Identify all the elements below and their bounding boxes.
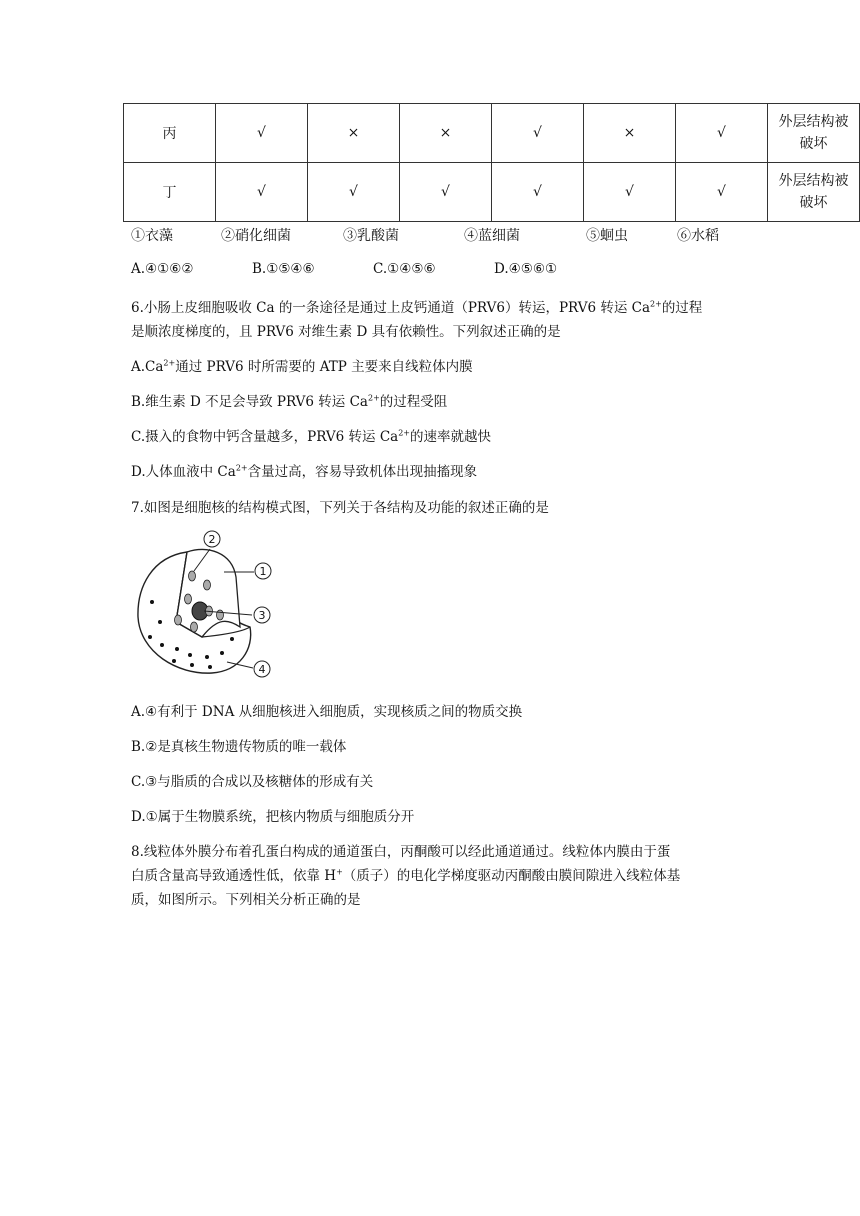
superscript: 2+: [650, 299, 662, 309]
option-text: 含量过高，容易导致机体出现抽搐现象: [247, 464, 478, 480]
table-note-cell: [768, 104, 860, 163]
table-note-cell: [768, 163, 860, 222]
row-label: 丁: [124, 163, 216, 222]
q7-stem: 7.如图是细胞核的结构模式图，下列关于各结构及功能的叙述正确的是: [131, 500, 549, 516]
option-a: A.④①⑥②: [131, 261, 194, 277]
nucleus-diagram: [132, 527, 282, 682]
table-cell: √: [676, 104, 768, 163]
q7-option-b: B.②是真核生物遗传物质的唯一载体: [131, 739, 347, 755]
table-cell: ×: [308, 104, 400, 163]
q6-stem-line1: [131, 296, 702, 316]
organism-item: ④蓝细菌: [464, 228, 520, 244]
superscript: 2+: [163, 358, 176, 368]
table-cell: √: [492, 163, 584, 222]
table-cell: √: [216, 163, 308, 222]
q6-option-a: [131, 355, 473, 375]
q6-stem-tail: 的过程: [661, 300, 703, 316]
note-line: 破坏: [799, 136, 828, 152]
q6-stem-line2: 是顺浓度梯度的，且 PRV6 对维生素 D 具有依赖性。下列叙述正确的是: [131, 324, 561, 340]
q7-option-c: C.③与脂质的合成以及核糖体的形成有关: [131, 774, 374, 790]
superscript: 2+: [398, 428, 411, 438]
option-c: C.①④⑤⑥: [373, 261, 436, 277]
table-cell: √: [492, 104, 584, 163]
q6-stem-text: 6.小肠上皮细胞吸收 Ca 的一条途径是通过上皮钙通道（PRV6）转运，PRV6 转运 Ca: [131, 300, 651, 316]
q7-option-a: A.④有利于 DNA 从细胞核进入细胞质，实现核质之间的物质交换: [131, 704, 523, 720]
q8-stem-line2: [131, 864, 680, 884]
option-text: B.维生素 D 不足会导致 PRV6 转运 Ca: [131, 394, 368, 410]
table-cell: ×: [400, 104, 492, 163]
organism-item: ③乳酸菌: [343, 228, 399, 244]
table-cell: ×: [584, 104, 676, 163]
table-cell: √: [400, 163, 492, 222]
q8-stem-line1: 8.线粒体外膜分布着孔蛋白构成的通道蛋白，丙酮酸可以经此通道通过。线粒体内膜由于蛋: [131, 844, 671, 860]
note-line: 外层结构被: [778, 114, 849, 130]
experiment-table: [123, 103, 860, 222]
label-2: 2: [208, 533, 216, 546]
organism-item: ①衣藻: [131, 228, 173, 244]
table-row: [124, 163, 860, 222]
organism-item: ②硝化细菌: [221, 228, 291, 244]
option-text: 的过程受阻: [379, 394, 448, 410]
organism-item: ⑥水稻: [677, 228, 719, 244]
q8-stem-line3: 质，如图所示。下列相关分析正确的是: [131, 892, 361, 908]
stem-text: 白质含量高导致通透性低，依靠 H: [131, 868, 337, 884]
superscript: 2+: [235, 463, 248, 473]
q7-option-d: D.①属于生物膜系统，把核内物质与细胞质分开: [131, 809, 415, 825]
stem-text: （质子）的电化学梯度驱动丙酮酸由膜间隙进入线粒体基: [342, 868, 681, 884]
note-line: 破坏: [799, 195, 828, 211]
row-label: 丙: [124, 104, 216, 163]
table-cell: √: [308, 163, 400, 222]
superscript: +: [336, 867, 343, 877]
table-cell: √: [584, 163, 676, 222]
label-1: 1: [259, 565, 267, 578]
table-cell: √: [676, 163, 768, 222]
table-cell: √: [216, 104, 308, 163]
option-text: 的速率就越快: [410, 429, 492, 445]
option-text: C.摄入的食物中钙含量越多，PRV6 转运 Ca: [131, 429, 399, 445]
q6-option-c: [131, 425, 491, 445]
organism-list: [131, 225, 731, 245]
option-d: D.④⑤⑥①: [494, 261, 558, 277]
option-text: A.Ca: [131, 359, 164, 375]
option-b: B.①⑤④⑥: [252, 261, 315, 277]
q6-option-d: [131, 460, 477, 480]
label-4: 4: [258, 663, 266, 676]
label-3: 3: [258, 609, 266, 622]
option-text: D.人体血液中 Ca: [131, 464, 236, 480]
option-text: 通过 PRV6 时所需要的 ATP 主要来自线粒体内膜: [175, 359, 473, 375]
q5-options: [131, 261, 731, 279]
table-row: [124, 104, 860, 163]
q6-option-b: [131, 390, 447, 410]
organism-item: ⑤蛔虫: [586, 228, 628, 244]
note-line: 外层结构被: [778, 173, 849, 189]
superscript: 2+: [367, 393, 380, 403]
